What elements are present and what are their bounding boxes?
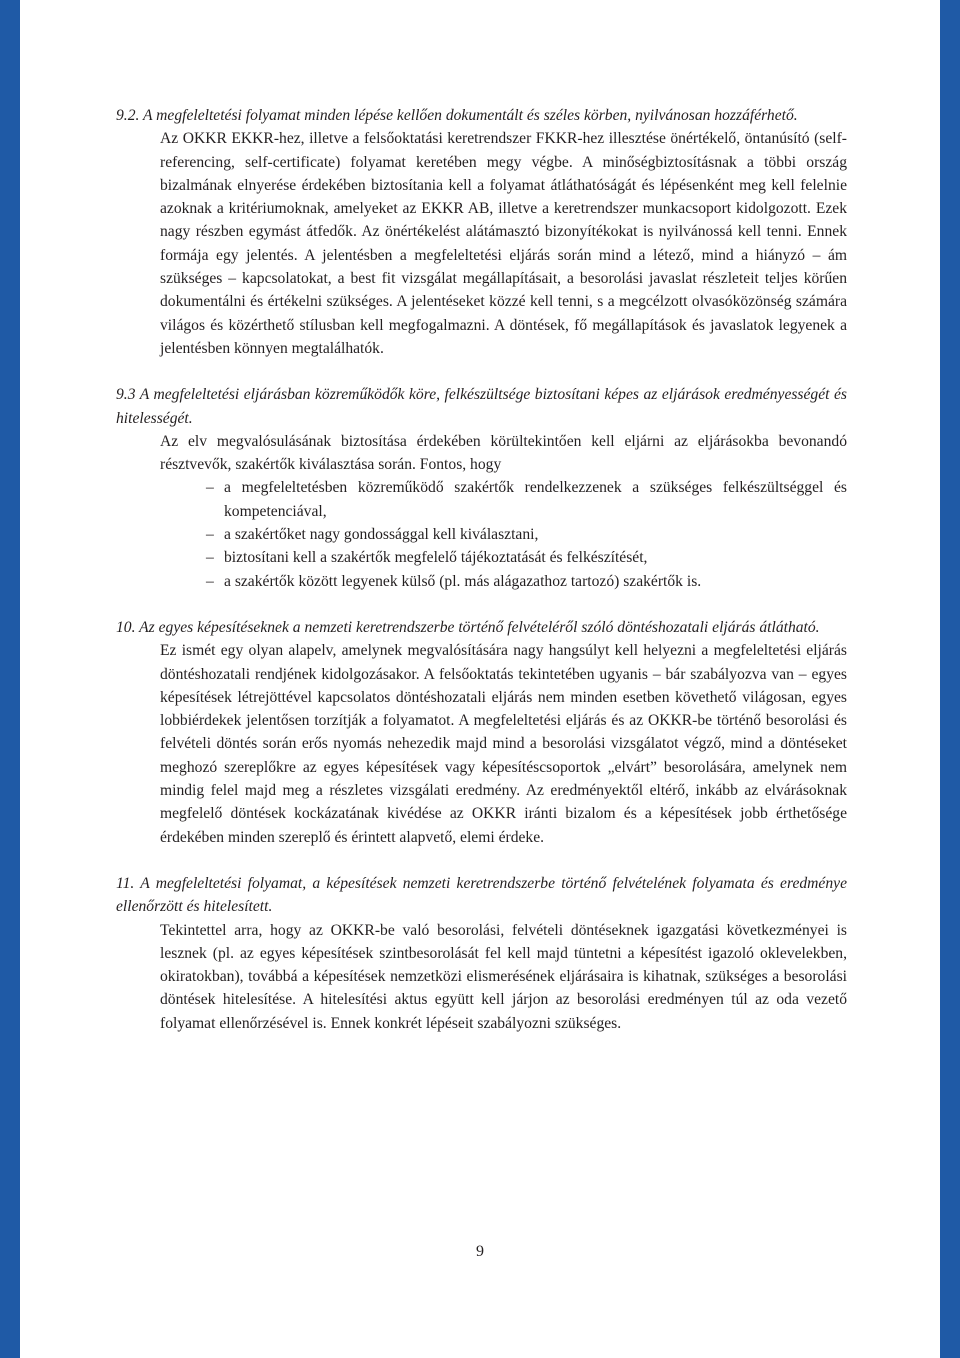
right-accent-bar bbox=[940, 0, 960, 1358]
page-number: 9 bbox=[476, 1243, 484, 1260]
list-item bbox=[206, 476, 847, 523]
dash-bullet: – bbox=[206, 526, 214, 544]
list-item-text: biztosítani kell a szakértők megfelelő tájékoztatását és felkészítését, bbox=[224, 549, 648, 567]
section-9-2 bbox=[116, 104, 847, 360]
section-11 bbox=[116, 872, 847, 1035]
section-paragraph: Az OKKR EKKR-hez, illetve a felsőoktatási keretrendszer FKKR-hez illesztése önértékelő, öntanúsító (self-referencing, self-certificate) folyamat keretében megy végbe. A minőségbiztosításnak a többi ország bizalmának elnyerése érdekében biztosítania kell a folyamat átláthatóságát és lépésenként meg kell felelnie azoknak a kritériumoknak, amelyeket az EKKR AB, illetve a keretrendszer munkacsoport kidolgozott. Ezek nagy részben egymást átfedők. Az önértékelést alátámasztó bizonyítékokat is nyilvánossá kell tenni. Ennek formája egy jelentés. A jelentésben a megfeleltetési eljárás során mind a létező, mind a hiányzó – ám szükséges – kapcsolatokat, a best fit vizsgálat megállapításait, a besorolási javaslat részleteit teljes körűen dokumentálni és értékelni szükséges. A jelentéseket közzé kell tenni, s a megcélzott olvasóközönség számára világos és közérthető stílusban kell megfogalmazni. A döntések, fő megállapítások és javaslatok legyenek a jelentésben könnyen megtalálhatók. bbox=[160, 130, 847, 357]
list-item-text: a megfeleltetésben közreműködő szakértők rendelkezzenek a szükséges felkészültséggel és kompetenciával, bbox=[224, 479, 847, 520]
section-heading: 11. A megfeleltetési folyamat, a képesítések nemzeti keretrendszerbe történő felvételének folyamata és eredménye ellenőrzött és hitelesített. bbox=[116, 874, 847, 916]
dash-bullet: – bbox=[206, 479, 214, 497]
section-heading: 10. Az egyes képesítéseknek a nemzeti keretrendszerbe történő felvételéről szóló döntéshozatali eljárás átlátható. bbox=[116, 618, 820, 636]
requirement-list bbox=[116, 476, 847, 592]
section-9-3 bbox=[116, 383, 847, 593]
list-item-text: a szakértőket nagy gondossággal kell kiválasztani, bbox=[224, 526, 539, 544]
section-paragraph: Tekintettel arra, hogy az OKKR-be való besorolási, felvételi döntéseknek igazgatási következményei is lesznek (pl. az egyes képesítések szintbesorolását fel kell majd tüntetni a képesítést igazoló oklevelekben, okiratokban), továbbá a képesítések nemzetközi elismerésének eljárásaira is kihatnak, szükséges a besorolási döntések hitelesítése. A hitelesítési aktus együtt kell járjon az besorolási eredményen túl az oda vezető folyamat ellenőrzésével is. Ennek konkrét lépéseit szabályozni szükséges. bbox=[160, 921, 847, 1032]
list-item-text: a szakértők között legyenek külső (pl. más alágazathoz tartozó) szakértők is. bbox=[224, 572, 702, 590]
section-10 bbox=[116, 616, 847, 849]
section-paragraph: Az elv megvalósulásának biztosítása érdekében körültekintően kell eljárni az eljárásokba bevonandó résztvevők, szakértők kiválasztása során. Fontos, hogy bbox=[160, 432, 847, 474]
left-accent-bar bbox=[0, 0, 20, 1358]
document-body bbox=[116, 104, 847, 1058]
list-item bbox=[206, 523, 847, 546]
list-item bbox=[206, 570, 847, 593]
dash-bullet: – bbox=[206, 549, 214, 567]
section-paragraph: Ez ismét egy olyan alapelv, amelynek megvalósítására nagy hangsúlyt kell helyezni a megfeleltetési eljárás döntéshozatali rendjének kidolgozásakor. A felsőoktatás tekintetében ugyanis – bár szabályozva van – egyes képesítések létrejöttével kapcsolatos döntéshozatali eljárás nem minden esetben követhető világosan, egyes lobbiérdekek jelentősen torzítják a folyamatot. A megfeleltetési eljárás és az OKKR-be történő besorolási és felvételi döntés során erős nyomás nehezedik majd mind a besorolási vizsgálatot végző, mind a döntéseket meghozó szereplőkre az egyes képesítések vagy képesítéscsoportok „elvárt” besorolására, amelynek nem mindig felel majd meg a részletes vizsgálati eredmény. Az eredményektől eltérő, inkább az elvárásoknak megfelelő döntések kockázatának kivédése az OKKR iránti bizalom és a képesítések jobb érthetősége érdekében minden szereplő és érintett alapvető, elemi érdeke. bbox=[160, 642, 847, 846]
dash-bullet: – bbox=[206, 572, 214, 590]
section-heading: 9.2. A megfeleltetési folyamat minden lépése kellően dokumentált és széles körben, nyilvánosan hozzáférhető. bbox=[116, 107, 798, 124]
list-item bbox=[206, 546, 847, 569]
section-heading: 9.3 A megfeleltetési eljárásban közreműködők köre, felkészültsége biztosítani képes az eljárások eredményességét és hitelességét. bbox=[116, 386, 847, 427]
